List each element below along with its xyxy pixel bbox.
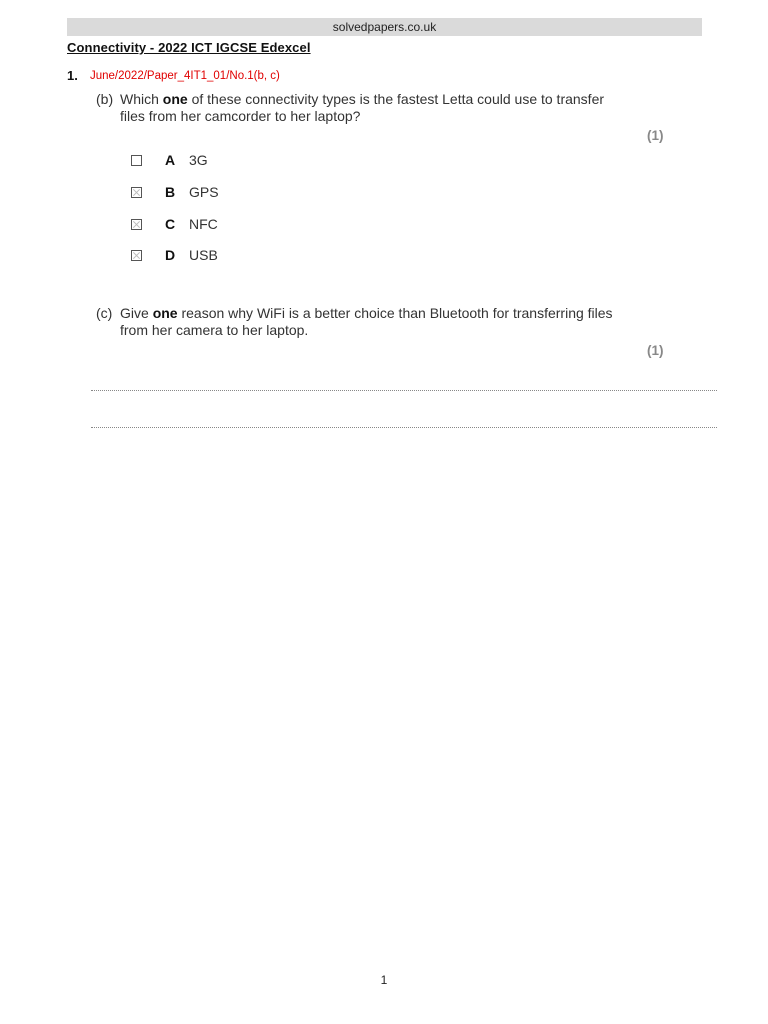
- site-name: solvedpapers.co.uk: [332, 20, 437, 34]
- part-b-line-2: files from her camcorder to her laptop?: [120, 108, 361, 124]
- option-d-checkbox[interactable]: [131, 250, 142, 261]
- option-a[interactable]: [131, 152, 208, 168]
- answer-line-2[interactable]: [91, 427, 717, 428]
- option-a-letter: A: [165, 152, 176, 168]
- option-a-checkbox[interactable]: [131, 155, 142, 166]
- option-d-letter: D: [165, 247, 176, 263]
- option-c-checkbox[interactable]: [131, 219, 142, 230]
- option-d-text: USB: [189, 247, 218, 263]
- part-c-label: (c): [96, 305, 113, 321]
- option-a-text: 3G: [189, 152, 208, 168]
- question-source: June/2022/Paper_4IT1_01/No.1(b, c): [90, 70, 280, 82]
- part-b-question: [120, 91, 604, 125]
- document-title: Connectivity - 2022 ICT IGCSE Edexcel: [67, 40, 311, 55]
- part-b-label: (b): [96, 91, 114, 107]
- part-c-marks: (1): [647, 343, 664, 358]
- part-c-line-1: Give one reason why WiFi is a better choice than Bluetooth for transferring files: [120, 305, 613, 321]
- part-b-marks: (1): [647, 128, 664, 143]
- option-b-checkbox[interactable]: [131, 187, 142, 198]
- option-b-letter: B: [165, 184, 176, 200]
- option-d[interactable]: [131, 247, 218, 263]
- page-number: 1: [380, 973, 388, 987]
- option-c-letter: C: [165, 216, 176, 232]
- part-b-line-1: Which one of these connectivity types is the fastest Letta could use to transfer: [120, 91, 605, 107]
- question-number: 1.: [67, 68, 78, 83]
- option-c-text: NFC: [189, 216, 218, 232]
- part-c-line-2: from her camera to her laptop.: [120, 322, 309, 338]
- part-c-question: [120, 305, 613, 339]
- option-b-text: GPS: [189, 184, 219, 200]
- answer-line-1[interactable]: [91, 390, 717, 391]
- option-c[interactable]: [131, 216, 218, 232]
- site-header-bar: [67, 18, 702, 36]
- option-b[interactable]: [131, 184, 219, 200]
